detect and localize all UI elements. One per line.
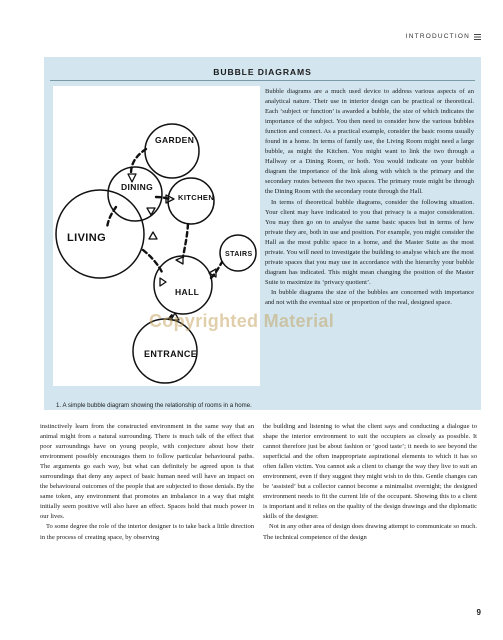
panel-text xyxy=(265,87,474,308)
body-paragraph: Not in any other area of design does drawing attempt to communicate so much. The technical competence of the design xyxy=(263,523,477,541)
bubble-diagram-figure xyxy=(53,86,260,386)
arrow-dining-icon xyxy=(149,232,157,239)
link-kitchen-hall xyxy=(183,224,188,257)
bubble-hall xyxy=(154,256,212,314)
diagram-label-kitchen: KITCHEN xyxy=(178,193,215,202)
arrow-hall-from-living-icon xyxy=(160,278,166,286)
diagram-label-entrance: ENTRANCE xyxy=(144,349,198,359)
diagram-label-stairs: STAIRS xyxy=(225,251,253,258)
diagram-label-hall: HALL xyxy=(175,287,200,297)
body-paragraph: the building and listening to what the client says and conducting a dialogue to shape the interior environment to suit the occupiers as closely as possible. It cannot therefore just be about fashion or ‘good taste’; it needs to see beyond the superficial and the often inappropriate aspirational elements to which it has so often fallen victim. You cannot ask a client to change the way they live to suit an environment, even if they suggest they might wish to do this. Gentle changes can be ‘assisted’ but a collector cannot become a minimalist overnight; the designed environment needs to fit the current life of the occupant. Showing this to a client is important and it relies on the quality of the design drawings and the diplomatic skills of the designer. xyxy=(263,423,477,521)
panel-title: BUBBLE DIAGRAMS xyxy=(213,67,312,77)
running-head-text: INTRODUCTION xyxy=(405,33,470,40)
link-garden-dining xyxy=(131,149,146,174)
body-column-right xyxy=(263,422,477,543)
link-living-hall xyxy=(143,250,163,274)
page-number: 9 xyxy=(476,608,481,617)
figure-caption: 1. A simple bubble diagram showing the relationship of rooms in a home. xyxy=(56,402,252,409)
panel-paragraph: In terms of theoretical bubble diagrams, consider the following situation. Your client may have indicated to you that privacy is a major consideration. You may then go on to analyse the same basic spaces but in terms of how private they are, both in use and position. For example, you might consider the Hall as the most public space in a home, and the Master Suite as the most private. You will need to investigate the building to analyse which are the most private spaces that you may use in accordance with the hierarchy your bubble diagram has indicated. This might mean changing the position of the Master Suite to maximize its ‘privacy quotient’. xyxy=(265,198,474,286)
copyright-watermark: Copyrighted Material xyxy=(149,311,335,331)
arrow-garden-icon xyxy=(128,174,136,182)
body-paragraph: instinctively learn from the constructed environment in the same way that an animal might from a natural surrounding. There is much talk of the effect that poor surroundings have on young people, with conjecture about how their environment possibly encourages them to follow particular behavioural paths. The arguments go each way, but what can definitely be agreed upon is that surroundings that deny any aspect of basic human need will have an impact on the behavioural outcomes of the people that are subjected to those denials. By the same token, any environment that promotes an imbalance in a way that might initially seem positive will also have an effect. Spaces hold that much power in our lives. xyxy=(40,423,254,521)
arrow-hall-icon xyxy=(176,257,183,264)
body-column-left xyxy=(40,422,254,543)
panel-paragraph: Bubble diagrams are a much used device to address various aspects of an analytical nature. Their use in interior design can be practical or theoretical. Each ‘subject or function’ is awarded a bubble, the size of which indicates the importance of the subject. You then need to consider how the various bubbles function and connect. As a practical example, consider the basic rooms usually found in a home. In terms of family use, the Living Room might need a large bubble, as might the Kitchen. You might want to link the two through a Hallway or a Dining Room, or both. You would indicate on your bubble diagram the importance of the link along with which is the primary and the secondary routes between the two spaces. The primary route might be through the Dining Room with the secondary route through the Hall. xyxy=(265,88,474,196)
panel-title-rule xyxy=(50,80,475,81)
body-paragraph: To some degree the role of the interior designer is to take back a little direction in the process of creating space, by observing xyxy=(40,523,254,541)
link-dining-living-primary xyxy=(107,207,116,228)
bubble-diagram-sketch xyxy=(53,86,260,386)
bubble-garden xyxy=(145,124,199,178)
running-head xyxy=(406,33,481,40)
bubble-diagrams-panel xyxy=(44,57,481,410)
diagram-label-garden: GARDEN xyxy=(155,135,195,145)
diagram-label-dining: DINING xyxy=(121,182,154,192)
diagram-label-living: LIVING xyxy=(67,232,107,244)
running-head-marker-icon xyxy=(474,34,481,40)
panel-paragraph: In bubble diagrams the size of the bubbles are concerned with importance and not with the eventual size or proportion of the real, designed space. xyxy=(265,288,474,306)
